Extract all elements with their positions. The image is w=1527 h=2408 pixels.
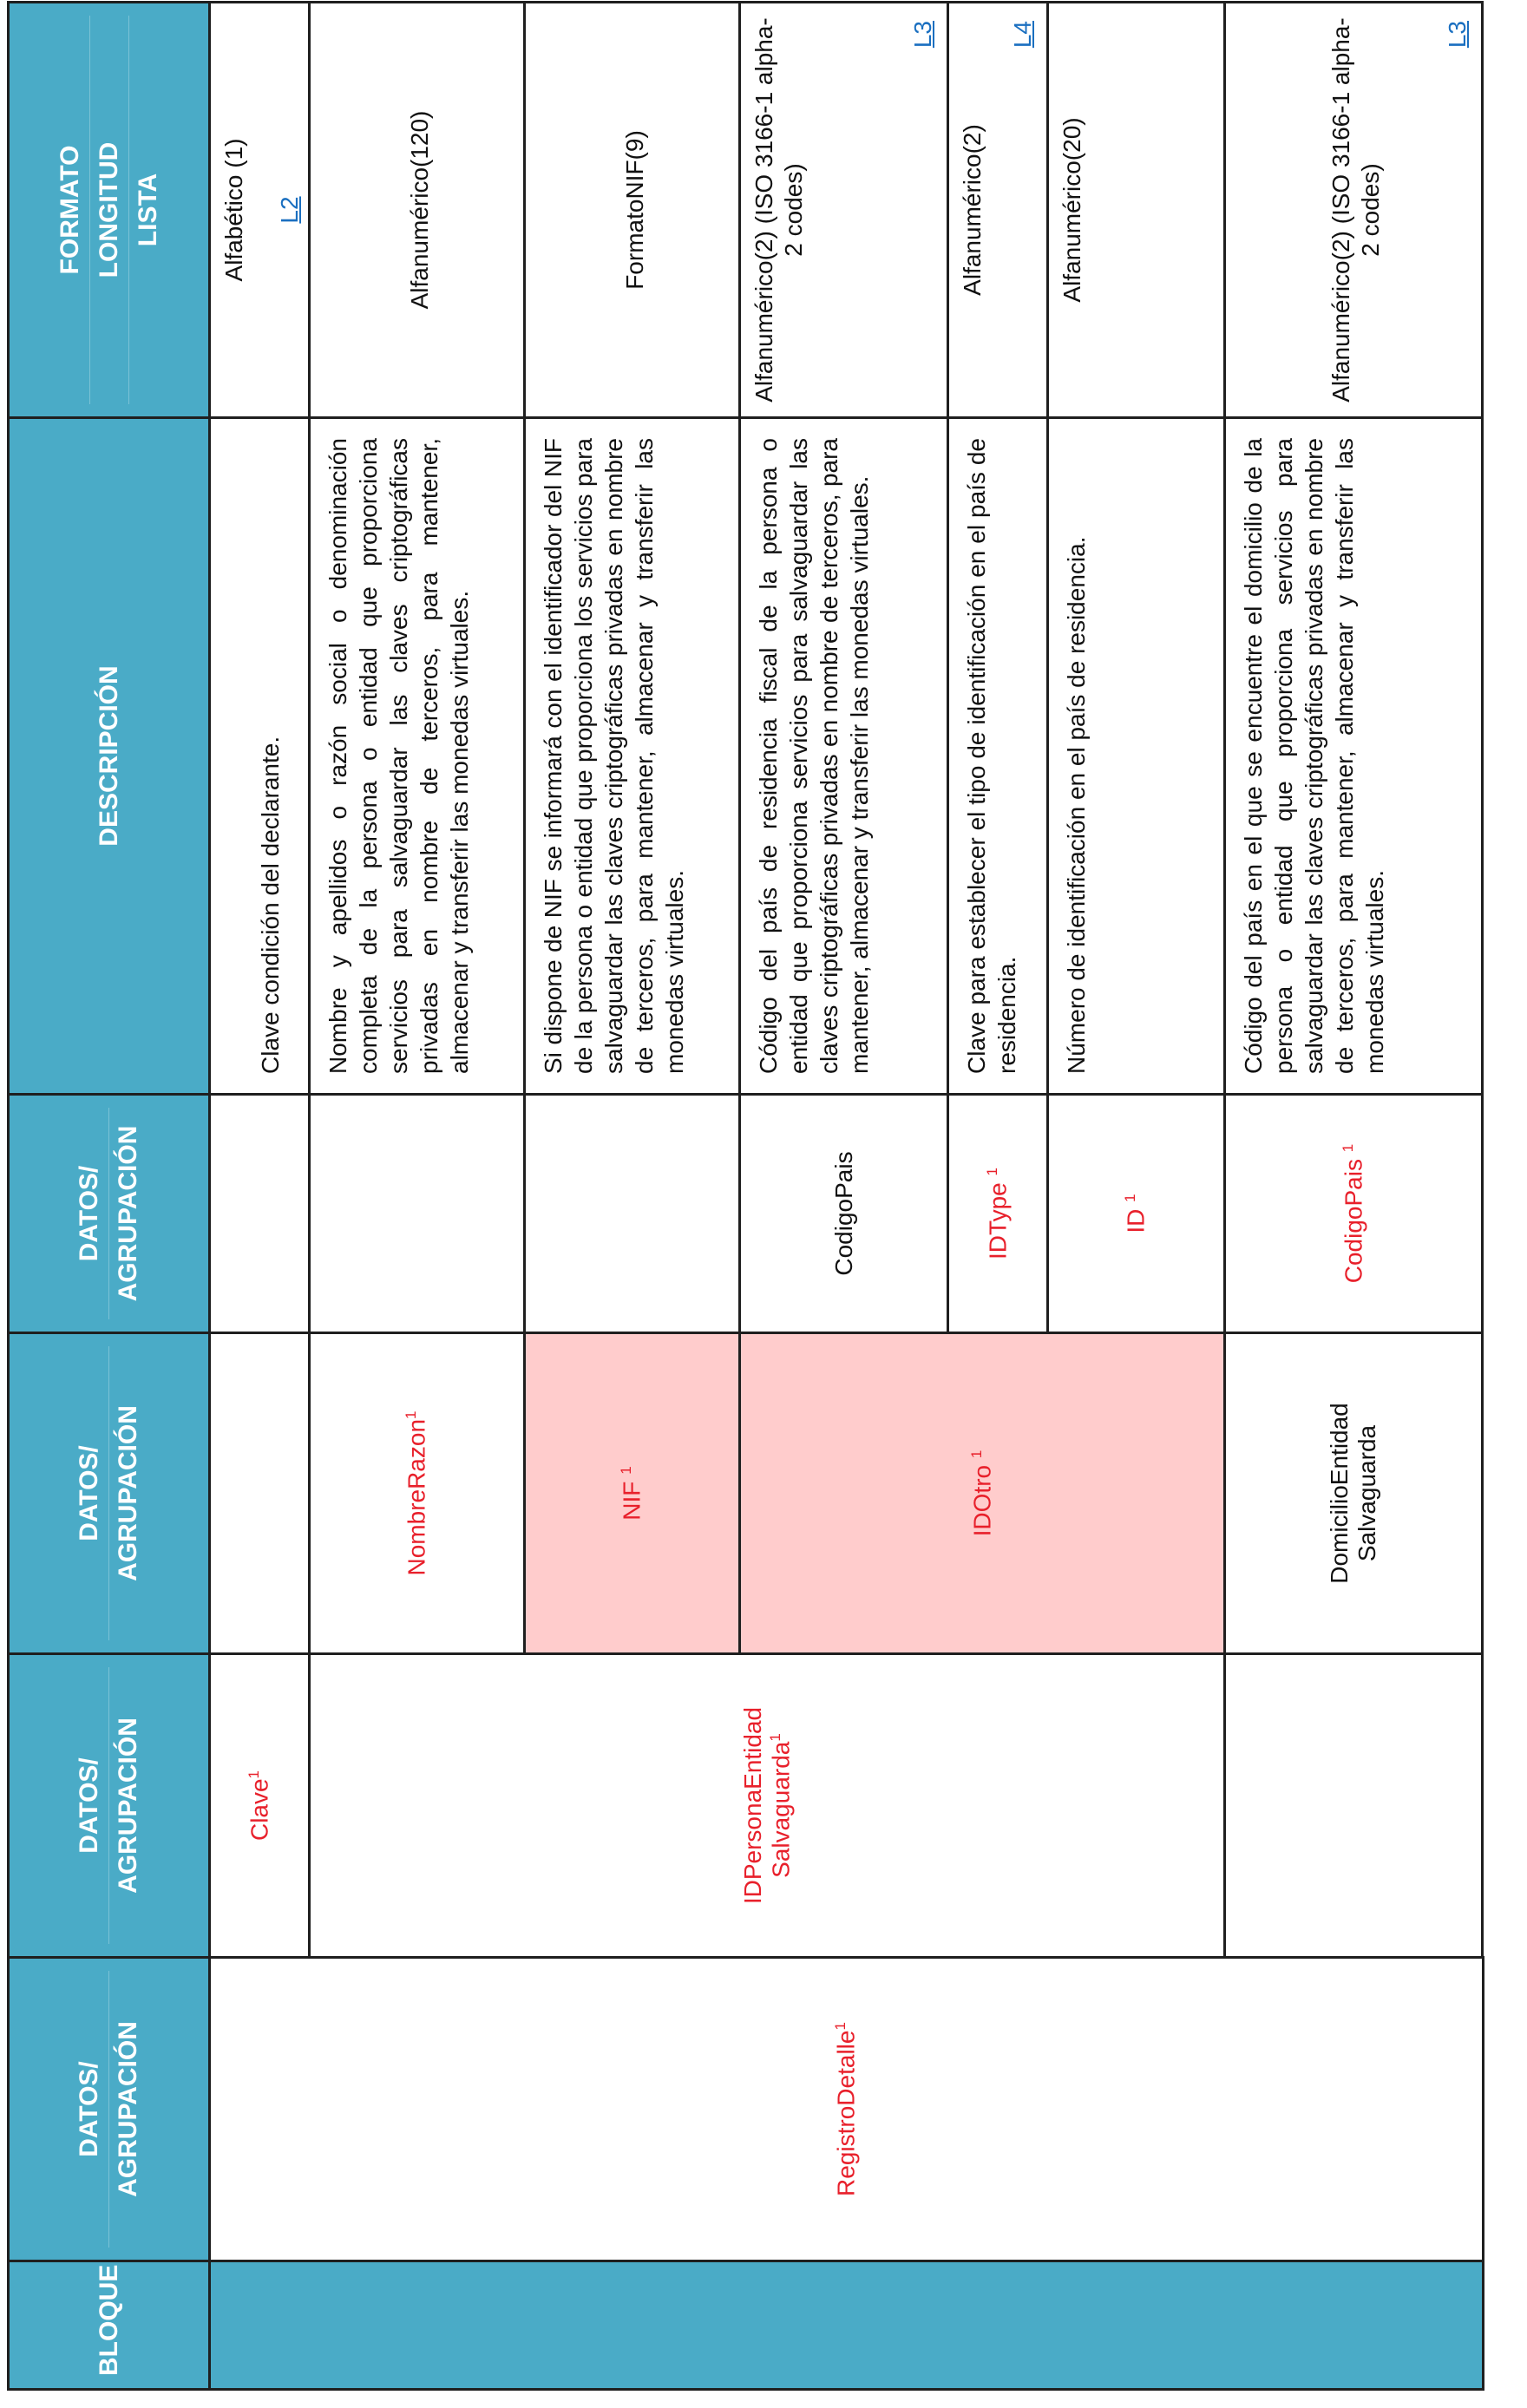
domicilio-descripcion: Código del país en el que se encuentre el domicilio de la persona o entidad que proporciona servicios para salvaguardar las claves criptográficas privadas en nombre de terceros, para mantener, almacenar y transferir las monedas virtuales.: [1225, 418, 1483, 1095]
domicilio-formato-cell: [1225, 3, 1483, 418]
id-formato: Alfanumérico(20): [1048, 3, 1225, 418]
link-l3-domicilio[interactable]: L3: [1444, 21, 1471, 49]
idtype-cell: IDType $^1$: [948, 1095, 1048, 1333]
nif-formato: FormatoNIF(9): [525, 3, 740, 418]
link-l2[interactable]: L2: [276, 196, 303, 224]
nif-empty: [525, 1095, 740, 1333]
row-spacer-2: [1483, 3, 1484, 2390]
clave-empty-2: [210, 1095, 310, 1333]
domicilio-empty: [1225, 1654, 1483, 1958]
clave-formato: Alfabético (1): [220, 138, 247, 282]
idtype-descripcion: Clave para establecer el tipo de identificación en el país de residencia.: [948, 418, 1048, 1095]
clave-formato-cell: [210, 3, 310, 418]
idtype-formato: Alfanumérico(2): [959, 124, 986, 296]
clave-empty-1: [210, 1333, 310, 1654]
nif-cell: NIF $^1$: [525, 1333, 740, 1654]
registro-detalle-cell: RegistroDetalle$^1$: [210, 1958, 1484, 2261]
header-datos-3: DATOS/ AGRUPACIÓN: [9, 1333, 210, 1654]
nombre-razon-cell: NombreRazon$^1$: [310, 1333, 525, 1654]
header-row: [9, 3, 210, 2390]
row-clave: [210, 3, 310, 2390]
domicilio-formato: Alfanumérico(2) (ISO 3166-1 alpha-2 codes): [1327, 17, 1384, 402]
field-definition-table: [7, 1, 1484, 2391]
nombre-razon-empty: [310, 1095, 525, 1333]
idotro-codigopais-formato: Alfanumérico(2) (ISO 3166-1 alpha-2 codes): [750, 17, 807, 402]
idtype-formato-cell: [948, 3, 1048, 418]
link-l3-idotro[interactable]: L3: [909, 21, 936, 49]
id-persona-cell: IDPersonaEntidad Salvaguarda$^1$: [310, 1654, 1225, 1958]
idotro-codigopais-cell: CodigoPais: [740, 1095, 948, 1333]
nombre-razon-formato: Alfanumérico(120): [310, 3, 525, 418]
nombre-razon-descripcion: Nombre y apellidos o razón social o denominación completa de la persona o entidad que proporciona servicios para salvaguardar las claves criptográficas privadas en nombre de terceros, para mantener, almacenar y transferir las monedas virtuales.: [310, 418, 525, 1095]
clave-descripcion: Clave condición del declarante.: [210, 418, 310, 1095]
idotro-codigopais-formato-cell: [740, 3, 948, 418]
idotro-cell: IDOtro $^1$: [740, 1333, 1225, 1654]
link-l4[interactable]: L4: [1009, 21, 1036, 49]
header-formato: FORMATO LONGITUD LISTA: [9, 3, 210, 418]
clave-cell: Clave$^1$: [210, 1654, 310, 1958]
header-datos-4: DATOS/ AGRUPACIÓN: [9, 1095, 210, 1333]
header-bloque: BLOQUE: [9, 2261, 210, 2390]
header-datos-2: DATOS/ AGRUPACIÓN: [9, 1654, 210, 1958]
domicilio-codigopais-cell: CodigoPais $^1$: [1225, 1095, 1483, 1333]
header-descripcion: DESCRIPCIÓN: [9, 418, 210, 1095]
domicilio-cell: DomicilioEntidad Salvaguarda: [1225, 1333, 1483, 1654]
header-datos-1: DATOS/ AGRUPACIÓN: [9, 1958, 210, 2261]
nif-descripcion: Si dispone de NIF se informará con el identificador del NIF de la persona o entidad que proporciona los servicios para salvaguardar las claves criptográficas privadas en nombre de terceros, para mantener, almacenar y transferir las monedas virtuales.: [525, 418, 740, 1095]
idotro-codigopais-descripcion: Código del país de residencia fiscal de la persona o entidad que proporciona servicios para salvaguardar las claves criptográficas privadas en nombre de terceros, para mantener, almacenar y transferir las monedas virtuales.: [740, 418, 948, 1095]
id-cell: ID $^1$: [1048, 1095, 1225, 1333]
bloque-cell: [210, 2261, 1484, 2390]
id-descripcion: Número de identificación en el país de residencia.: [1048, 418, 1225, 1095]
